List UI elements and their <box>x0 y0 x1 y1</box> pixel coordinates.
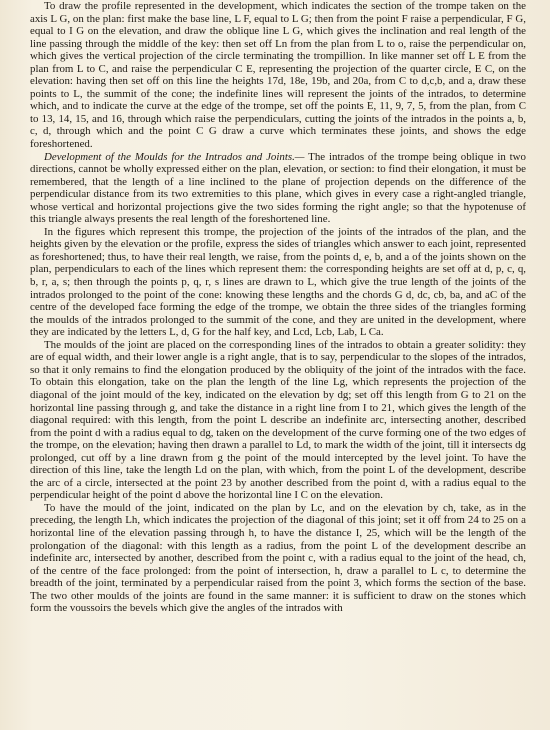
paragraph-joint-moulds: The moulds of the joint are placed on the corresponding lines of the intrados to obtain a greater solidity: they are of equal width, and their lower angle is a right angle, that is to say, perpendicular to the slopes of the intrados, so that it only remains to find the elongation produced by the obliquity of the joint of the intrados with the face. To obtain this elongation, take on the plan the length of the line Lg, which represents the projection of the diagonal of the joint mould of the key, indicated on the elevation by dg; set off this length from G to 21 on the horizontal line passing through g, and take the distance in a right line from I to 21, which gives the length of the diagonal required: with this length, from the point L describe an indefinite arc, intersecting another, described from the point d with a radius equal to dg, taken on the development of the curve forming one of the two edges of the trompe, on the elevation; having then drawn a parallel to Ld, to mark the width of the joint, till it intersects dg prolonged, cut off by a line drawn from g the point of the mould intercepted by the level joint. To have the direction of this line, take the length Ld on the plan, with which, from the point L of the development, describe the arc of a circle, intersected at the point 23 by another described from the point d, with a radius equal to the perpendicular height of the point d above the horizontal line I C on the elevation. <box>30 338 526 502</box>
paragraph-mould-of-joint: To have the mould of the joint, indicated on the plan by Lc, and on the elevation by ch, take, as in the preceding, the length Lh, which indicates the projection of the diagonal of this joint; set it off from 24 to 25 on a horizontal line of the elevation passing through h, to have the distance I, 25, which will be the length of the prolongation of the diagonal: with this length as a radius, from the point L of the development describe an indefinite arc, intersected by another, described from the point c, with a radius equal to the joint of the head, ch, of the centre of the face prolonged: from the point of intersection, h, draw a parallel to L c, to determine the breadth of the joint, terminated by a perpendicular raised from the point 3, which forms the section of the base. The two other moulds of the joints are found in the same manner: it is sufficient to draw on the stones which form the voussoirs the bevels which give the angles of the intrados with <box>30 501 526 615</box>
paragraph-figures: In the figures which represent this trompe, the projection of the joints of the intrados of the plan, and the heights given by the elevation or the profile, express the sides of triangles which answer to each joint, represented as foreshortened; thus, to have their real length, we raise, from the points d, e, b, and a of the joints shown on the plan, perpendiculars to each of the lines which represent them: the corresponding heights are set off at d, p, c, q, b, r, a, s; then through the points p, q, r, s lines are drawn to L, which give the true length of the joints of the intrados prolonged to the point of the cone: knowing these lengths and the chords G d, dc, cb, ba, and aC of the centre of the developed face forming the edge of the trompe, we obtain the three sides of the triangles forming the moulds of the intrados prolonged to the summit of the cone, and they are united in the development, where they are indicated by the letters L, d, G for the half key, and Lcd, Lcb, Lab, L Ca. <box>30 225 526 339</box>
paragraph-moulds-text: The intrados of the trompe being oblique in two directions, cannot be wholly expressed either on the plan, elevation, or section: to find their elongation, it must be remembered, that the length of a line inclined to the plane of projection depends on the difference of the perpendicular distance from its two extremities to this plane, which gives in every case a right-angled triangle, whose vertical and horizontal projections give the two sides forming the right angle; so that the hypotenuse of this triangle always presents the real length of the foreshortened line. <box>30 150 526 226</box>
body-text <box>30 0 526 615</box>
paragraph-moulds <box>30 151 526 226</box>
section-heading: Development of the Moulds for the Intrados and Joints.— <box>44 150 305 163</box>
paragraph-profile: To draw the profile represented in the development, which indicates the section of the trompe taken on the axis L G, on the plan: first make the base line, L F, equal to L G; then from the point F raise a perpendicular, F G, equal to I G on the elevation, and draw the oblique line L G, which gives the inclination and real length of the line passing through the middle of the key: then set off Ln from the plan from L to o, raise the perpendicular on, which gives the vertical projection of the circle terminating the trompillion. In like manner set off L E from the plan from L to C, and raise the perpendicular C E, representing the projection of the quarter circle, E C, on the elevation: having then set off on this line the heights 17d, 18e, 19b, and 20a, from C to d,c,b, and a, draw these points to L, the summit of the cone; the indefinite lines will represent the joints of the intrados, to determine which, and to indicate the curve at the edge of the trompe, set off the points E, 11, 9, 7, 5, from the plan, from C to 13, 14, 15, and 16, through which raise the perpendiculars, cutting the joints of the intrados in the points a, b, c, d, through which and the point C G draw a curve which terminates these joints, and shows the edge foreshortened. <box>30 0 526 151</box>
